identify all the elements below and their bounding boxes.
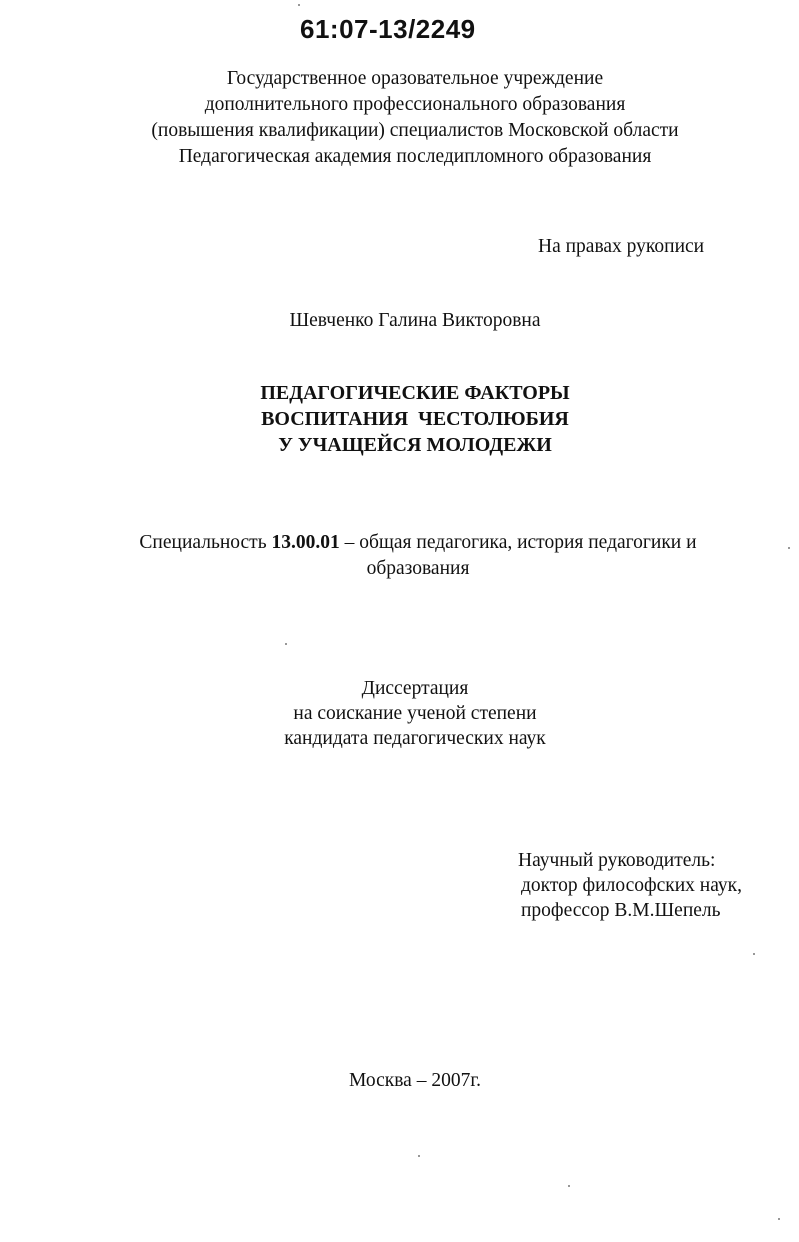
archive-stamp-number: 61:07-13/2249 (300, 14, 476, 44)
specialty-block (128, 530, 708, 582)
degree-line-3: кандидата педагогических наук (284, 728, 546, 749)
scan-speck (788, 547, 790, 549)
author-name: Шевченко Галина Викторовна (289, 310, 541, 331)
degree-block (0, 676, 799, 751)
institution-line-3: (повышения квалификации) специалистов Московской области (151, 120, 679, 141)
scan-speck (285, 643, 287, 645)
specialty-prefix: Специальность (139, 532, 272, 553)
supervisor-line-2: доктор философских наук, (521, 875, 742, 896)
institution-header (0, 66, 799, 170)
title-line-2: ВОСПИТАНИЯ ЧЕСТОЛЮБИЯ (261, 408, 569, 430)
supervisor-line-1: Научный руководитель: (518, 850, 716, 871)
dissertation-title (0, 380, 799, 458)
city-year: Москва – 2007г. (349, 1070, 481, 1091)
degree-line-1: Диссертация (361, 678, 469, 699)
scan-speck (298, 4, 300, 6)
manuscript-note: На правах рукописи (538, 236, 705, 257)
specialty-description: – общая педагогика, история педагогики и образования (339, 532, 697, 579)
scan-speck (418, 1155, 420, 1157)
degree-line-2: на соискание ученой степени (293, 703, 537, 724)
scan-speck (568, 1185, 570, 1187)
institution-line-4: Педагогическая академия последипломного образования (178, 146, 652, 167)
title-line-3: У УЧАЩЕЙСЯ МОЛОДЕЖИ (278, 434, 552, 456)
institution-line-2: дополнительного профессионального образования (204, 94, 626, 115)
institution-line-1: Государственное оразовательное учреждение (226, 68, 604, 89)
supervisor-line-3: профессор В.М.Шепель (521, 900, 721, 921)
title-line-1: ПЕДАГОГИЧЕСКИЕ ФАКТОРЫ (260, 382, 570, 404)
scan-speck (753, 953, 755, 955)
supervisor-block (518, 848, 742, 923)
specialty-code: 13.00.01 (271, 532, 340, 553)
scan-speck (778, 1218, 780, 1220)
